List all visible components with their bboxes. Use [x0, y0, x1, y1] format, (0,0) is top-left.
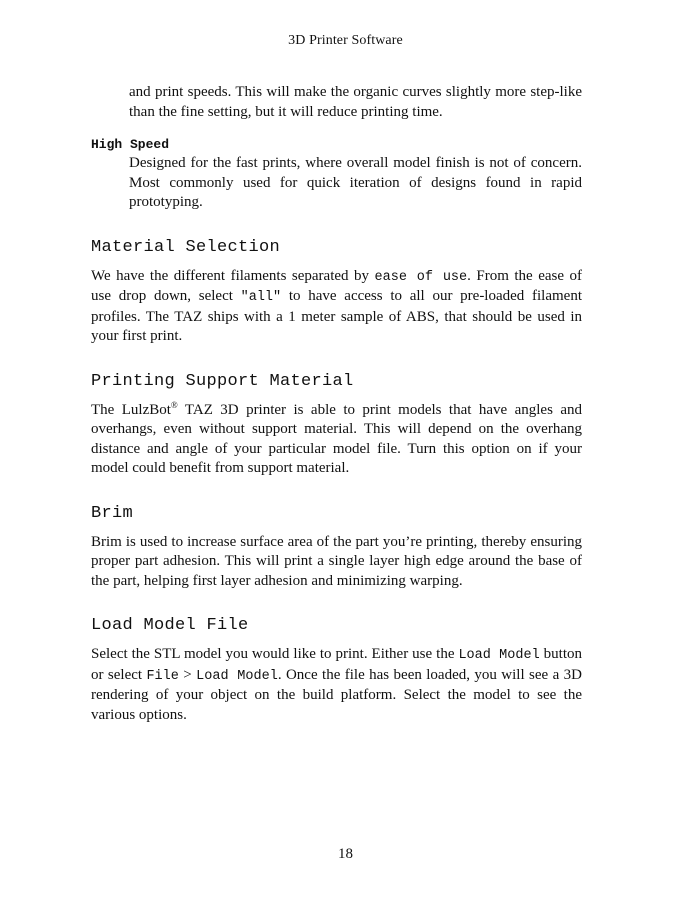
text-run: . From the ease of use drop down, select [91, 267, 582, 304]
text-run: . Once the file has been loaded, you will see a 3D rendering of your object on the build platform. Select the model to see the various options. [91, 666, 583, 723]
text-run: Select the STL model you would like to print. Either use the [91, 646, 459, 662]
page-number: 18 [338, 846, 353, 862]
text-run: > [178, 666, 197, 683]
text-run: to have access to all our pre-loaded filament profiles. The TAZ ships with a 1 meter sample of ABS, that should be used in your first print. [91, 288, 582, 344]
code-all: "all" [240, 290, 282, 305]
brim-paragraph: Brim is used to increase surface area of the part you’re printing, thereby ensuring proper part adhesion. This will print a single layer high edge around the base of the part, helping first layer adhesion and minimizing warping. [91, 533, 582, 589]
heading-support-material: Printing Support Material [91, 371, 354, 391]
running-header: 3D Printer Software [288, 33, 403, 48]
registered-mark: ® [170, 399, 178, 410]
heading-load-model-file: Load Model File [91, 616, 249, 635]
load-model-paragraph [91, 645, 582, 725]
page-content [91, 83, 582, 725]
continued-paragraph: and print speeds. This will make the organic curves slightly more step-like than the fine setting, but it will reduce printing time. [129, 84, 582, 120]
term-high-speed: High Speed [91, 137, 170, 152]
code-load-model: Load Model [458, 648, 540, 663]
text-run: We have the different filaments separated by [91, 267, 375, 284]
material-selection-paragraph [91, 267, 582, 347]
text-run: The LulzBot [91, 401, 171, 418]
support-material-paragraph [91, 401, 582, 479]
text-run: TAZ 3D printer is able to print models that have angles and overhangs, even without support material. This will depend on the overhang distance and angle of your particular model file. Turn this option on if your model could benefit from support material. [91, 401, 583, 476]
high-speed-description: Designed for the fast prints, where overall model finish is not of concern. Most commonly used for quick iteration of designs found in rapid prototyping. [129, 155, 582, 210]
text-run: button or select [91, 646, 582, 683]
code-ease-of-use: ease of use [374, 269, 468, 285]
heading-material-selection: Material Selection [91, 237, 281, 257]
heading-brim: Brim [91, 503, 134, 523]
code-file: File [146, 668, 179, 684]
code-load-model-menu: Load Model [196, 668, 278, 684]
